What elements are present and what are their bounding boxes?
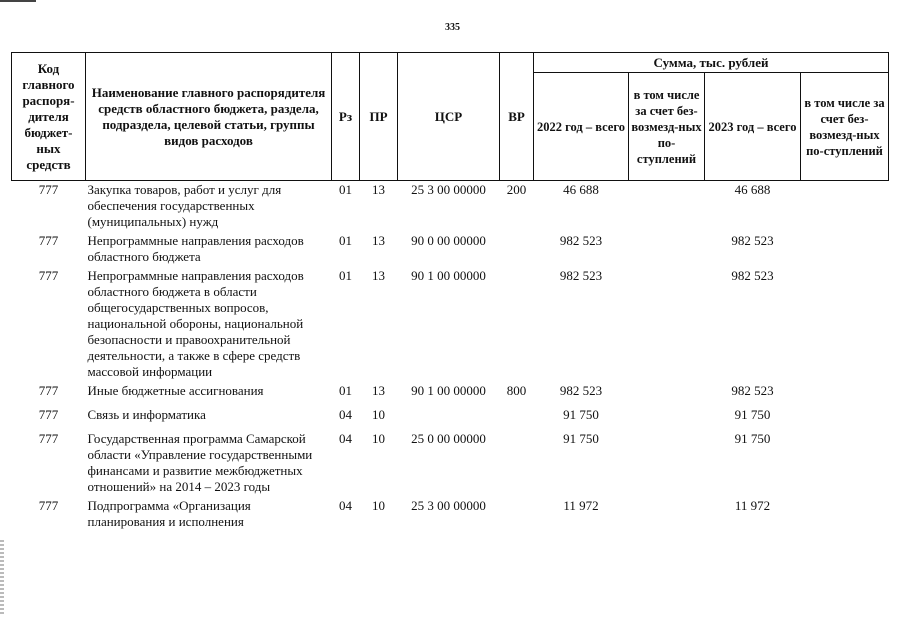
header-sum-2023-gratuitous: в том числе за счет без-возмезд-ных по-ступлений bbox=[801, 73, 889, 181]
cell-sum-2023-gratuitous bbox=[801, 401, 889, 425]
cell-code: 777 bbox=[38, 233, 59, 248]
cell-rz: 01 bbox=[339, 233, 352, 248]
cell-pr: 13 bbox=[372, 182, 385, 197]
header-vr: ВР bbox=[500, 53, 534, 181]
cell-vr bbox=[500, 497, 534, 532]
cell-csr: 90 0 00 00000 bbox=[411, 233, 486, 248]
table-row bbox=[12, 497, 889, 532]
cell-code: 777 bbox=[38, 383, 59, 398]
cell-name: Государственная программа Самарской области «Управление государственными финансами и развитие межбюджетных отношений» на 2014 – 2023 годы bbox=[87, 431, 313, 494]
cell-code: 777 bbox=[38, 431, 59, 446]
cell-rz: 01 bbox=[339, 268, 352, 283]
cell-sum-2022-gratuitous bbox=[629, 181, 705, 233]
cell-vr bbox=[500, 425, 534, 497]
header-name: Наименование главного распорядителя средств областного бюджета, раздела, подраздела, целевой статьи, группы видов расходов bbox=[86, 53, 332, 181]
cell-sum-2023-gratuitous bbox=[801, 267, 889, 382]
cell-sum-2022-gratuitous bbox=[629, 232, 705, 267]
cell-name: Непрограммные направления расходов областного бюджета bbox=[87, 233, 304, 264]
cell-pr: 10 bbox=[372, 431, 385, 446]
cell-pr: 13 bbox=[372, 268, 385, 283]
cell-vr: 200 bbox=[506, 182, 527, 197]
cell-sum-2023: 11 972 bbox=[734, 498, 771, 513]
cell-name: Непрограммные направления расходов областного бюджета в области общегосударственных вопросов, национальной обороны, национальной безопасности и правоохранительной деятельности, а также в сфере средств массовой информации bbox=[87, 268, 304, 379]
cell-sum-2022-gratuitous bbox=[629, 425, 705, 497]
cell-sum-2023: 982 523 bbox=[731, 233, 774, 248]
cell-code: 777 bbox=[38, 182, 59, 197]
cell-sum-2022: 91 750 bbox=[563, 407, 599, 422]
cell-sum-2022: 982 523 bbox=[559, 268, 603, 283]
cell-rz: 04 bbox=[339, 498, 352, 513]
header-sum-2022-gratuitous: в том числе за счет без-возмезд-ных по-ступлений bbox=[629, 73, 705, 181]
cell-pr: 13 bbox=[372, 233, 385, 248]
table-body bbox=[12, 181, 889, 533]
header-rz: Рз bbox=[332, 53, 360, 181]
scan-edge-artifact bbox=[0, 540, 4, 615]
table-row bbox=[12, 425, 889, 497]
cell-csr: 25 0 00 00000 bbox=[411, 431, 486, 446]
cell-vr: 800 bbox=[506, 383, 527, 398]
cell-name: Закупка товаров, работ и услуг для обеспечения государственных (муниципальных) нужд bbox=[87, 182, 282, 229]
table-row bbox=[12, 382, 889, 401]
table-row bbox=[12, 267, 889, 382]
cell-sum-2022: 982 523 bbox=[559, 383, 603, 398]
header-sum-2023-total: 2023 год – всего bbox=[705, 73, 801, 181]
cell-sum-2023: 46 688 bbox=[734, 182, 771, 197]
scan-corner-mark bbox=[0, 0, 36, 2]
cell-sum-2022: 46 688 bbox=[563, 182, 599, 197]
page-number: 335 bbox=[445, 22, 460, 33]
cell-sum-2023: 982 523 bbox=[731, 268, 774, 283]
cell-sum-2023: 91 750 bbox=[734, 431, 771, 446]
cell-rz: 04 bbox=[339, 407, 352, 422]
header-code: Код главного распоря-дителя бюджет-ных средств bbox=[12, 53, 86, 181]
cell-pr: 13 bbox=[372, 383, 385, 398]
cell-sum-2023: 982 523 bbox=[731, 383, 774, 398]
table-row bbox=[12, 232, 889, 267]
cell-sum-2022-gratuitous bbox=[629, 382, 705, 401]
cell-vr bbox=[500, 401, 534, 425]
cell-code: 777 bbox=[38, 268, 59, 283]
table-header bbox=[12, 53, 889, 181]
cell-csr: 25 3 00 00000 bbox=[411, 498, 486, 513]
cell-sum-2023: 91 750 bbox=[734, 407, 771, 422]
cell-sum-2023-gratuitous bbox=[801, 497, 889, 532]
cell-rz: 01 bbox=[339, 383, 352, 398]
cell-pr: 10 bbox=[372, 498, 385, 513]
cell-rz: 04 bbox=[339, 431, 352, 446]
cell-pr: 10 bbox=[372, 407, 385, 422]
cell-code: 777 bbox=[38, 407, 59, 422]
cell-sum-2023-gratuitous bbox=[801, 181, 889, 233]
cell-sum-2022: 982 523 bbox=[559, 233, 603, 248]
header-sum-group: Сумма, тыс. рублей bbox=[534, 53, 889, 73]
table-row bbox=[12, 401, 889, 425]
cell-sum-2022: 11 972 bbox=[563, 498, 599, 513]
cell-sum-2022-gratuitous bbox=[629, 497, 705, 532]
cell-sum-2022-gratuitous bbox=[629, 401, 705, 425]
cell-name: Иные бюджетные ассигнования bbox=[87, 383, 264, 398]
cell-sum-2023-gratuitous bbox=[801, 382, 889, 401]
cell-name: Подпрограмма «Организация планирования и исполнения bbox=[87, 498, 251, 529]
header-sum-2022-total: 2022 год – всего bbox=[534, 73, 629, 181]
cell-vr bbox=[500, 232, 534, 267]
cell-csr: 25 3 00 00000 bbox=[411, 182, 486, 197]
cell-csr: 90 1 00 00000 bbox=[411, 383, 486, 398]
cell-sum-2023-gratuitous bbox=[801, 232, 889, 267]
header-pr: ПР bbox=[360, 53, 398, 181]
cell-sum-2022-gratuitous bbox=[629, 267, 705, 382]
cell-name: Связь и информатика bbox=[87, 407, 206, 422]
cell-sum-2022: 91 750 bbox=[563, 431, 599, 446]
cell-code: 777 bbox=[38, 498, 59, 513]
header-csr: ЦСР bbox=[398, 53, 500, 181]
cell-sum-2023-gratuitous bbox=[801, 425, 889, 497]
table-row bbox=[12, 181, 889, 233]
cell-rz: 01 bbox=[339, 182, 352, 197]
cell-csr bbox=[398, 401, 500, 425]
cell-vr bbox=[500, 267, 534, 382]
cell-csr: 90 1 00 00000 bbox=[411, 268, 486, 283]
budget-table bbox=[11, 52, 889, 532]
